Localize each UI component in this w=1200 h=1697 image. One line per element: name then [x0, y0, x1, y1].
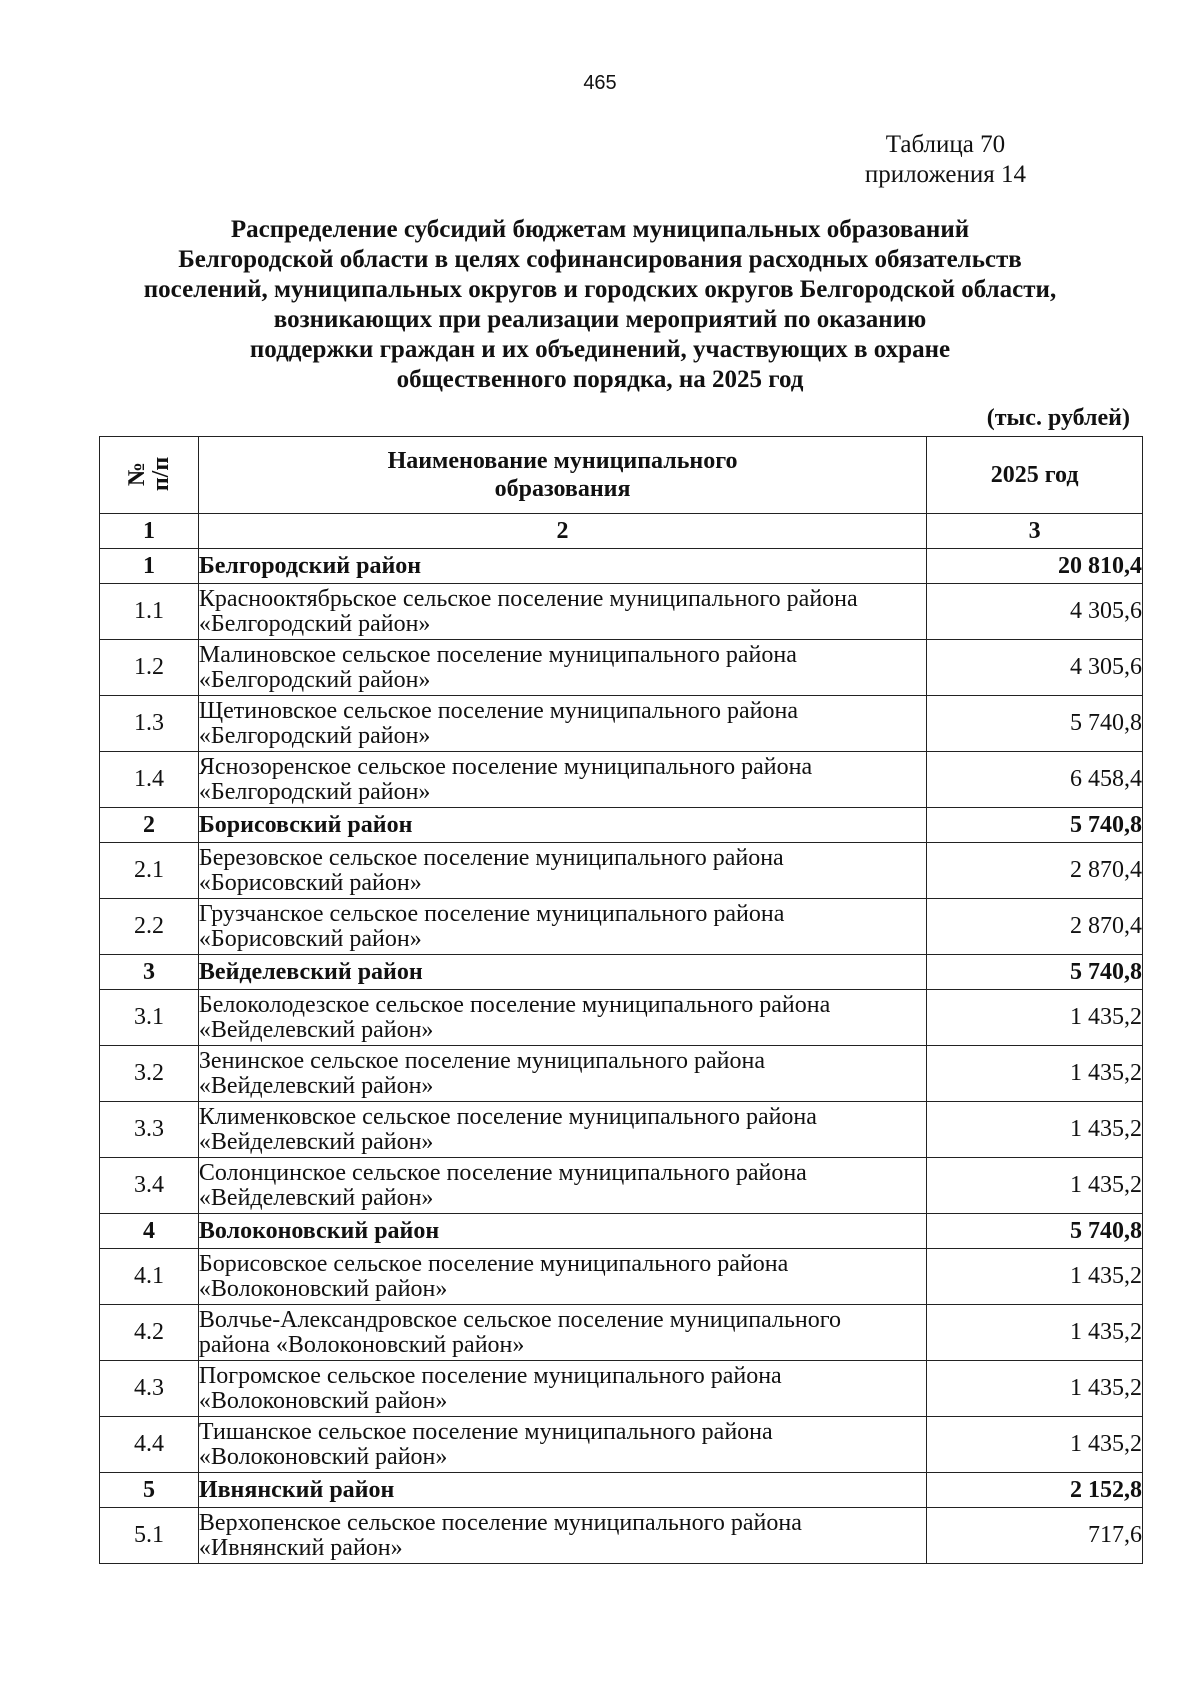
row-number: 5.1: [100, 1508, 199, 1564]
row-name: [198, 1508, 926, 1564]
row-number: 2.2: [100, 899, 199, 955]
row-number: 3.1: [100, 990, 199, 1046]
row-number: 4.2: [100, 1305, 199, 1361]
row-name-line: «Волоконовский район»: [198, 1387, 448, 1414]
row-value: 5 740,8: [927, 808, 1143, 843]
row-name: [198, 584, 926, 640]
table-row: [100, 1249, 1143, 1305]
table-row-district: [100, 808, 1143, 843]
table-row-district: [100, 1473, 1143, 1508]
row-name-line: Тишанское сельское поселение муниципального района: [198, 1418, 773, 1445]
title-line: общественного порядка, на 2025 год: [396, 366, 804, 393]
row-value: 1 435,2: [927, 1417, 1143, 1473]
row-value: 2 870,4: [927, 843, 1143, 899]
row-number: 5: [100, 1473, 199, 1508]
table-row: [100, 1508, 1143, 1564]
header-name-line: образования: [494, 476, 631, 502]
title-line: поселений, муниципальных округов и городских округов Белгородской области,: [143, 276, 1057, 303]
row-name-line: Белоколодезское сельское поселение муниципального района: [198, 991, 831, 1018]
row-name: [198, 1158, 926, 1214]
appendix-reference: [865, 130, 1026, 190]
row-number: 3: [100, 955, 199, 990]
row-name: [198, 899, 926, 955]
title-line: Распределение субсидий бюджетам муниципальных образований: [230, 216, 970, 243]
row-name-line: «Белгородский район»: [198, 666, 431, 693]
document-title: [100, 215, 1100, 395]
row-number: 4.3: [100, 1361, 199, 1417]
row-number: 1.3: [100, 696, 199, 752]
row-value: 1 435,2: [927, 1305, 1143, 1361]
row-name: [198, 752, 926, 808]
row-name: [198, 1473, 926, 1508]
row-name-line: «Белгородский район»: [198, 778, 431, 805]
row-name-line: Вейделевский район: [198, 958, 423, 985]
header-year: 2025 год: [927, 437, 1143, 514]
table-row: [100, 752, 1143, 808]
row-name-line: «Вейделевский район»: [198, 1128, 434, 1155]
row-number: 1.2: [100, 640, 199, 696]
row-value: 4 305,6: [927, 640, 1143, 696]
row-name: [198, 808, 926, 843]
row-value: 6 458,4: [927, 752, 1143, 808]
row-value: 2 870,4: [927, 899, 1143, 955]
row-value: 5 740,8: [927, 955, 1143, 990]
row-value: 20 810,4: [927, 549, 1143, 584]
header-number-pp: п/п: [147, 456, 174, 492]
table-row: [100, 1417, 1143, 1473]
row-number: 4: [100, 1214, 199, 1249]
row-name: [198, 1046, 926, 1102]
table-row: [100, 1305, 1143, 1361]
table-row: [100, 1046, 1143, 1102]
title-line: Белгородской области в целях софинансирования расходных обязательств: [178, 246, 1022, 273]
header-name-line: Наименование муниципального: [387, 448, 738, 474]
row-name: [198, 549, 926, 584]
row-value: 1 435,2: [927, 1361, 1143, 1417]
row-value: 2 152,8: [927, 1473, 1143, 1508]
row-number: 2: [100, 808, 199, 843]
table-header-row: [100, 437, 1143, 514]
subsidy-table: [99, 436, 1143, 1564]
table-row-district: [100, 955, 1143, 990]
row-name-line: «Белгородский район»: [198, 722, 431, 749]
row-name: [198, 990, 926, 1046]
row-name-line: Яснозоренское сельское поселение муниципального района: [198, 753, 813, 780]
row-name-line: «Вейделевский район»: [198, 1184, 434, 1211]
appendix-number: приложения 14: [864, 161, 1026, 188]
row-name-line: «Волоконовский район»: [198, 1275, 448, 1302]
table-row: [100, 899, 1143, 955]
header-number-sign: №: [123, 461, 150, 487]
row-value: 4 305,6: [927, 584, 1143, 640]
row-value: 717,6: [927, 1508, 1143, 1564]
row-number: 3.4: [100, 1158, 199, 1214]
table-number: Таблица 70: [885, 131, 1006, 158]
row-name: [198, 1361, 926, 1417]
row-name-line: Клименковское сельское поселение муниципального района: [198, 1103, 817, 1130]
column-numbers-row: [100, 514, 1143, 549]
row-value: 5 740,8: [927, 1214, 1143, 1249]
row-name-line: Борисовский район: [198, 811, 413, 838]
row-name-line: Погромское сельское поселение муниципального района: [198, 1362, 782, 1389]
row-value: 1 435,2: [927, 990, 1143, 1046]
row-value: 1 435,2: [927, 1249, 1143, 1305]
row-name-line: «Борисовский район»: [198, 925, 422, 952]
row-name-line: «Волоконовский район»: [198, 1443, 448, 1470]
row-name-line: Борисовское сельское поселение муниципального района: [198, 1250, 789, 1277]
row-number: 1.1: [100, 584, 199, 640]
row-name-line: Малиновское сельское поселение муниципального района: [198, 641, 797, 668]
row-number: 3.2: [100, 1046, 199, 1102]
row-number: 2.1: [100, 843, 199, 899]
row-value: 5 740,8: [927, 696, 1143, 752]
row-name-line: Зенинское сельское поселение муниципального района: [198, 1047, 765, 1074]
row-name-line: Солонцинское сельское поселение муниципального района: [198, 1159, 807, 1186]
table-row-district: [100, 549, 1143, 584]
row-name-line: «Белгородский район»: [198, 610, 431, 637]
row-name: [198, 1417, 926, 1473]
row-name-line: Ивнянский район: [198, 1476, 395, 1503]
row-name-line: района «Волоконовский район»: [198, 1331, 525, 1358]
row-name: [198, 1305, 926, 1361]
table-row: [100, 696, 1143, 752]
table-row: [100, 640, 1143, 696]
table-row: [100, 990, 1143, 1046]
column-number: 2: [198, 514, 926, 549]
row-name: [198, 843, 926, 899]
row-name: [198, 1102, 926, 1158]
row-name-line: «Вейделевский район»: [198, 1016, 434, 1043]
row-name-line: Краснооктябрьское сельское поселение муниципального района: [198, 585, 858, 612]
header-number: [100, 437, 199, 514]
row-number: 4.1: [100, 1249, 199, 1305]
header-name: [198, 437, 926, 514]
column-number: 1: [100, 514, 199, 549]
row-name-line: Березовское сельское поселение муниципального района: [198, 844, 784, 871]
row-number: 3.3: [100, 1102, 199, 1158]
row-number: 1.4: [100, 752, 199, 808]
row-name: [198, 640, 926, 696]
row-name-line: «Вейделевский район»: [198, 1072, 434, 1099]
row-value: 1 435,2: [927, 1158, 1143, 1214]
row-number: 4.4: [100, 1417, 199, 1473]
row-name-line: Грузчанское сельское поселение муниципального района: [198, 900, 785, 927]
table-body: [100, 549, 1143, 1564]
column-number: 3: [927, 514, 1143, 549]
row-name-line: Щетиновское сельское поселение муниципального района: [198, 697, 799, 724]
row-name: [198, 1249, 926, 1305]
table-row: [100, 1158, 1143, 1214]
row-name-line: Волоконовский район: [198, 1217, 440, 1244]
row-value: 1 435,2: [927, 1102, 1143, 1158]
row-name-line: Верхопенское сельское поселение муниципального района: [198, 1509, 802, 1536]
table-row-district: [100, 1214, 1143, 1249]
row-name: [198, 696, 926, 752]
row-number: 1: [100, 549, 199, 584]
table-row: [100, 1361, 1143, 1417]
row-value: 1 435,2: [927, 1046, 1143, 1102]
row-name-line: «Борисовский район»: [198, 869, 422, 896]
page-number: 465: [583, 72, 617, 94]
table-row: [100, 584, 1143, 640]
row-name-line: Белгородский район: [198, 552, 422, 579]
title-line: поддержки граждан и их объединений, участвующих в охране: [249, 336, 951, 363]
table-row: [100, 1102, 1143, 1158]
row-name-line: Волчье-Александровское сельское поселение муниципального: [198, 1306, 841, 1333]
table-row: [100, 843, 1143, 899]
title-line: возникающих при реализации мероприятий по оказанию: [273, 306, 927, 333]
row-name-line: «Ивнянский район»: [198, 1534, 403, 1561]
row-name: [198, 1214, 926, 1249]
units-label: (тыс. рублей): [986, 405, 1130, 431]
row-name: [198, 955, 926, 990]
